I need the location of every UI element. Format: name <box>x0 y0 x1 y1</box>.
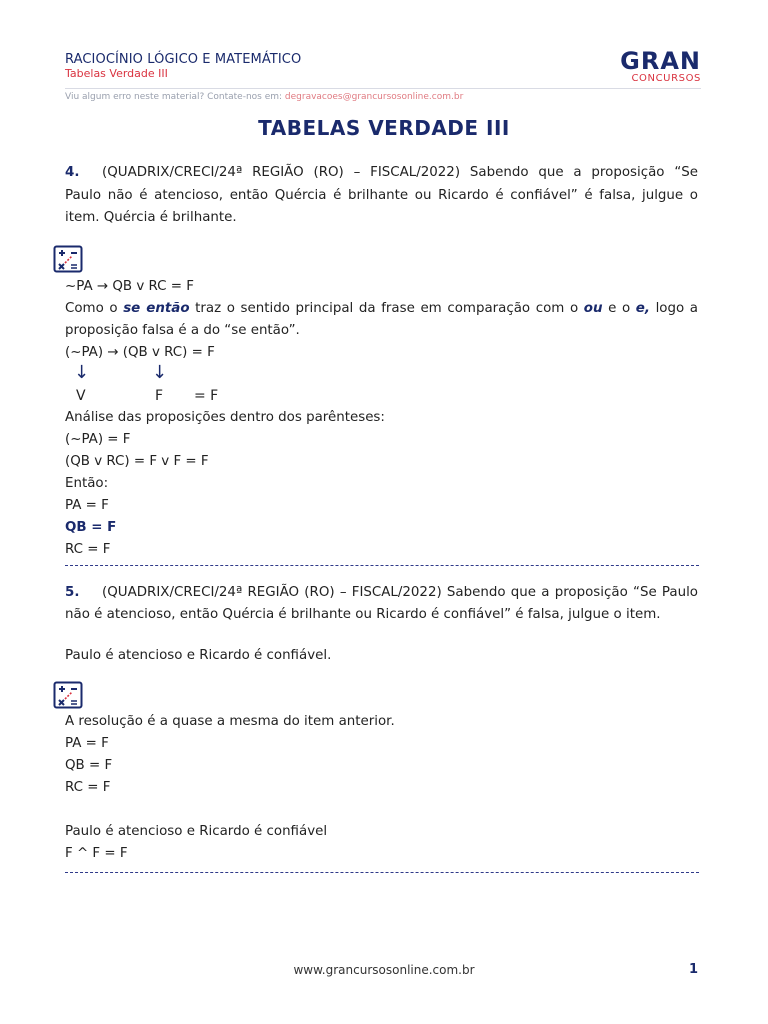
q4-number: 4. <box>65 165 80 180</box>
logo-main: GRAN <box>620 47 701 75</box>
sol4-qb: QB = F <box>65 520 117 535</box>
sol4-line-qb-rc: (QB v RC) = F v F = F <box>65 454 209 469</box>
sol5-qb: QB = F <box>65 758 113 773</box>
gran-logo <box>617 49 701 87</box>
calculator-icon <box>53 245 83 273</box>
down-arrow-icon: ↓ <box>152 362 168 383</box>
sol4-line-pa-neg: (~PA) = F <box>65 432 131 447</box>
logo-sub: CONCURSOS <box>631 73 701 84</box>
sol4-prop-line: proposição falsa é a do “se então”. <box>65 323 300 338</box>
q4-line-1: 4. (QUADRIX/CRECI/24ª REGIÃO (RO) – FISCAL/2022) Sabendo que a proposição “Se <box>65 165 698 180</box>
header-note: Viu algum erro neste material? Contate-nos em: degravacoes@grancursosonline.com.br <box>65 92 464 102</box>
header-divider <box>65 88 701 89</box>
sol4-rc: RC = F <box>65 542 111 557</box>
page-title: TABELAS VERDADE III <box>258 116 510 140</box>
down-arrow-icon: ↓ <box>74 362 90 383</box>
q4-line-2: Paulo não é atencioso, então Quércia é brilhante ou Ricardo é confiável” é falsa, julgue o <box>65 188 698 203</box>
sol4-expr-2: (~PA) → (QB v RC) = F <box>65 345 215 360</box>
q4-line-3: item. Quércia é brilhante. <box>65 210 237 225</box>
sol4-entao: Então: <box>65 476 109 491</box>
contact-email-link[interactable]: degravacoes@grancursosonline.com.br <box>284 92 464 102</box>
sol5-intro: A resolução é a quase a mesma do item anterior. <box>65 714 395 729</box>
q5-line-1: 5. (QUADRIX/CRECI/24ª REGIÃO (RO) – FISCAL/2022) Sabendo que a proposição “Se Paulo <box>65 585 698 600</box>
separator-dashed <box>65 565 699 566</box>
calculator-icon <box>53 681 83 709</box>
separator-dashed <box>65 872 699 873</box>
header-subject: RACIOCÍNIO LÓGICO E MATEMÁTICO <box>65 52 302 67</box>
sol4-result: = F <box>194 388 219 404</box>
q5-line-2: não é atencioso, então Quércia é brilhante ou Ricardo é confiável” é falsa, julgue o item. <box>65 607 661 622</box>
sol5-rc: RC = F <box>65 780 111 795</box>
sol4-pa: PA = F <box>65 498 109 513</box>
footer-url-link[interactable]: www.grancursosonline.com.br <box>293 963 475 977</box>
sol4-value-v: V <box>76 388 86 404</box>
sol4-value-f: F <box>155 388 164 404</box>
sol4-expr-1: ~PA → QB v RC = F <box>65 279 194 294</box>
q5-number: 5. <box>65 585 80 600</box>
page-number: 1 <box>689 962 699 977</box>
q5-line-3: Paulo é atencioso e Ricardo é confiável. <box>65 648 332 663</box>
sol4-analise: Análise das proposições dentro dos parênteses: <box>65 410 385 425</box>
sol5-expr: F ^ F = F <box>65 846 128 861</box>
sol5-pa: PA = F <box>65 736 109 751</box>
sol5-conclusion: Paulo é atencioso e Ricardo é confiável <box>65 824 328 839</box>
sol4-como-line: Como o se então traz o sentido principal da frase em comparação com o ou e o e, logo a <box>65 301 698 316</box>
header-topic: Tabelas Verdade III <box>65 67 168 80</box>
